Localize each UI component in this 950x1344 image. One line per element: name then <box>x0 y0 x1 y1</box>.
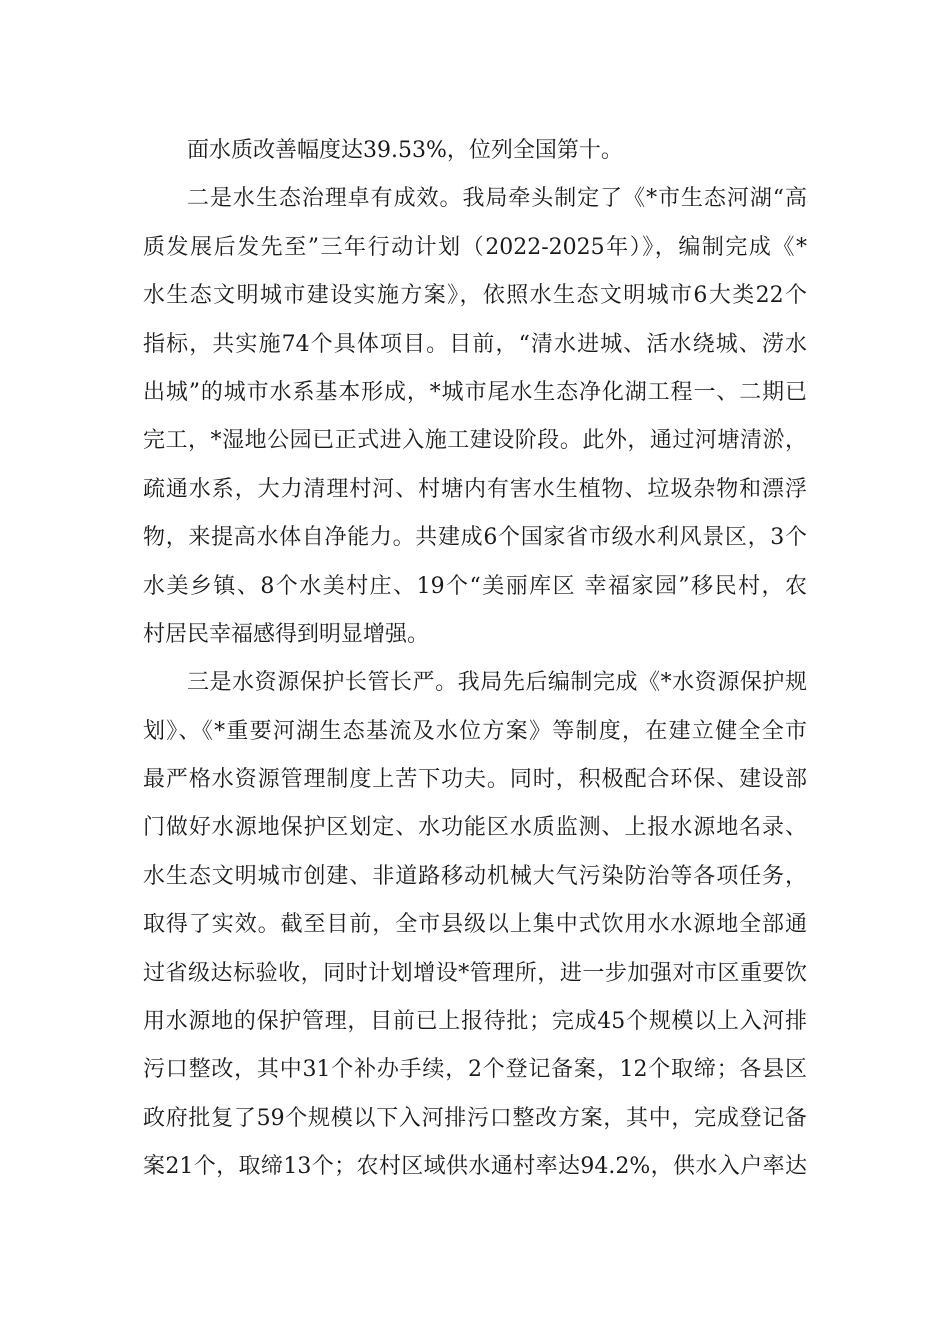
text-line: 过省级达标验收，同时计划增设*管理所，进一步加强对市区重要饮 <box>143 960 807 986</box>
text-line: 取得了实效。截至目前，全市县级以上集中式饮用水水源地全部通 <box>143 912 807 938</box>
text-line: 政府批复了59个规模以下入河排污口整改方案，其中，完成登记备 <box>143 1105 807 1131</box>
text-line: 指标，共实施74个具体项目。目前，“清水进城、活水绕城、涝水 <box>143 331 807 357</box>
text-line: 污口整改，其中31个补办手续，2个登记备案，12个取缔；各县区 <box>143 1057 807 1083</box>
text-line: 三是水资源保护长管长严。我局先后编制完成《*水资源保护规 <box>187 670 807 696</box>
text-line: 面水质改善幅度达39.53%，位列全国第十。 <box>187 138 623 163</box>
text-line: 疏通水系，大力清理村河、村塘内有害水生植物、垃圾杂物和漂浮 <box>143 476 807 502</box>
text-line: 水生态文明城市创建、非道路移动机械大气污染防治等各项任务， <box>143 863 807 889</box>
text-line: 案21个，取缔13个；农村区域供水通村率达94.2%，供水入户率达 <box>143 1154 807 1180</box>
text-line: 村居民幸福感得到明显增强。 <box>143 621 430 647</box>
text-line: 最严格水资源管理制度上苦下功夫。同时，积极配合环保、建设部 <box>143 767 807 793</box>
text-line: 门做好水源地保护区划定、水功能区水质监测、上报水源地名录、 <box>143 815 807 841</box>
text-line: 划》、《*重要河湖生态基流及水位方案》等制度，在建立健全全市 <box>143 718 807 744</box>
text-line: 完工，*湿地公园已正式进入施工建设阶段。此外，通过河塘清淤， <box>143 428 807 454</box>
text-line: 出城”的城市水系基本形成，*城市尾水生态净化湖工程一、二期已 <box>143 379 807 405</box>
text-line: 物，来提高水体自净能力。共建成6个国家省市级水利风景区，3个 <box>143 525 807 551</box>
text-line: 水美乡镇、8个水美村庄、19个“美丽库区 幸福家园”移民村，农 <box>143 573 807 599</box>
text-line: 水生态文明城市建设实施方案》，依照水生态文明城市6大类22个 <box>143 283 807 309</box>
text-line: 用水源地的保护管理，目前已上报待批；完成45个规模以上入河排 <box>143 1009 807 1035</box>
text-line: 二是水生态治理卓有成效。我局牵头制定了《*市生态河湖“高 <box>187 186 807 212</box>
document-body <box>143 127 807 1192</box>
text-line: 质发展后发先至”三年行动计划（2022-2025年）》，编制完成《* <box>143 234 807 260</box>
